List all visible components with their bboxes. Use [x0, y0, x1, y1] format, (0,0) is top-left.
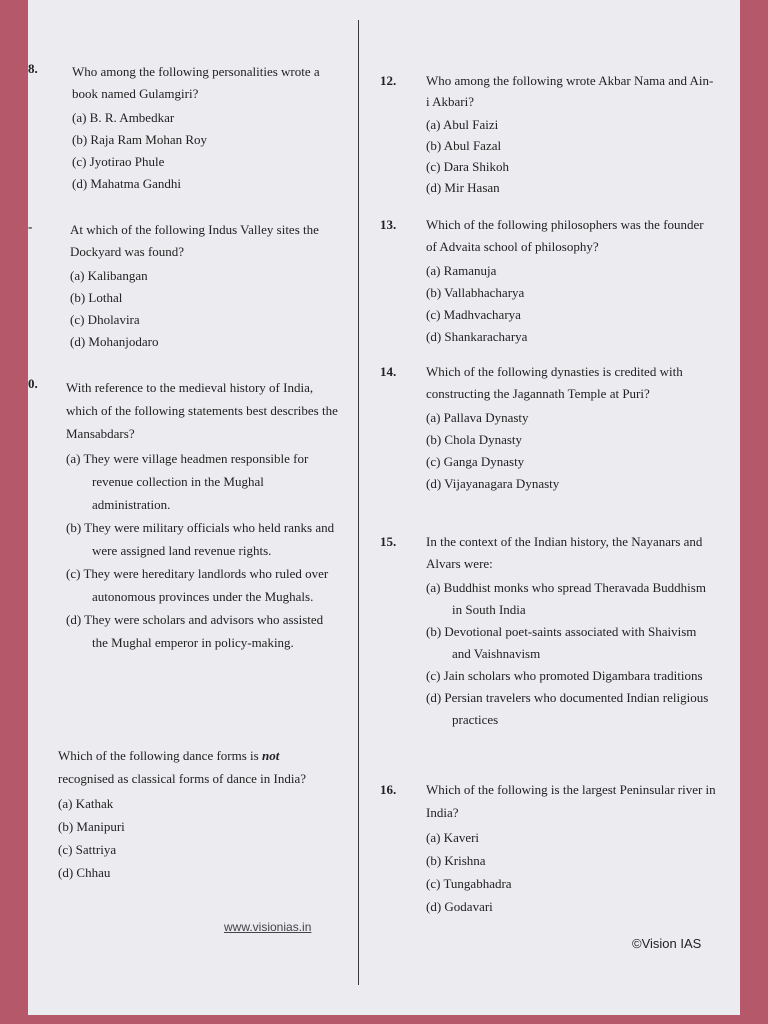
- option-b: (b) Chola Dynasty: [426, 432, 523, 447]
- question-number: -: [28, 219, 33, 234]
- option-d: (d) Mohanjodaro: [70, 334, 159, 349]
- option-c: (c) They were hereditary landlords who ruled over autonomous provinces under the Mughals.: [66, 566, 329, 604]
- question-10: [66, 376, 338, 654]
- question-14: [380, 361, 716, 495]
- stem-text: recognised as classical forms of dance in India?: [58, 771, 306, 786]
- option-a: (a) Buddhist monks who spread Theravada Buddhism in South India: [426, 580, 706, 617]
- question-stem: At which of the following Indus Valley sites the Dockyard was found?: [70, 222, 319, 259]
- option-b: (b) Raja Ram Mohan Roy: [72, 132, 208, 147]
- question-9: [70, 219, 338, 353]
- footer-url-link[interactable]: www.visionias.in: [224, 920, 312, 934]
- question-number: 15.: [380, 534, 397, 549]
- option-c: (c) Jyotirao Phule: [72, 154, 165, 169]
- question-stem: Who among the following personalities wrote a book named Gulamgiri?: [72, 64, 320, 101]
- option-c: (c) Jain scholars who promoted Digambara traditions: [426, 668, 703, 683]
- question-16: [380, 778, 716, 918]
- option-c: (c) Madhvacharya: [426, 307, 521, 322]
- question-stem: Which of the following dynasties is credited with constructing the Jagannath Temple at Puri?: [426, 364, 683, 401]
- question-stem: [58, 744, 338, 790]
- question-stem: In the context of the Indian history, the Nayanars and Alvars were:: [426, 534, 703, 571]
- option-a: (a) Pallava Dynasty: [426, 410, 529, 425]
- question-number: 0.: [28, 376, 38, 391]
- question-number: 8.: [28, 61, 38, 76]
- option-d: (d) Chhau: [58, 865, 111, 880]
- exam-page: [28, 0, 740, 1015]
- option-a: (a) B. R. Ambedkar: [72, 110, 175, 125]
- option-b: (b) Devotional poet-saints associated with Shaivism and Vaishnavism: [426, 624, 697, 661]
- option-d: (d) Persian travelers who documented Indian religious practices: [426, 690, 709, 727]
- question-stem: Which of the following is the largest Peninsular river in India?: [426, 782, 716, 820]
- option-c: (c) Ganga Dynasty: [426, 454, 525, 469]
- option-c: (c) Dara Shikoh: [426, 159, 510, 174]
- question-number: 14.: [380, 364, 397, 379]
- option-d: (d) Mir Hasan: [426, 180, 500, 195]
- question-number: 12.: [380, 73, 397, 88]
- option-b: (b) Vallabhacharya: [426, 285, 525, 300]
- question-stem: Which of the following philosophers was the founder of Advaita school of philosophy?: [426, 217, 704, 254]
- option-b: (b) Abul Fazal: [426, 138, 502, 153]
- stem-emphasis: not: [261, 748, 280, 763]
- option-d: (d) They were scholars and advisors who assisted the Mughal emperor in policy-making.: [66, 612, 324, 650]
- question-stem: Who among the following wrote Akbar Nama and Ain-i Akbari?: [426, 73, 714, 109]
- stem-text: Which of the following dance forms is: [58, 748, 262, 763]
- option-a: (a) Ramanuja: [426, 263, 497, 278]
- question-number: 13.: [380, 217, 397, 232]
- question-12: [380, 70, 716, 198]
- question-11: [58, 744, 338, 884]
- question-15: [380, 531, 716, 731]
- option-d: (d) Vijayanagara Dynasty: [426, 476, 560, 491]
- column-divider: [358, 20, 359, 985]
- question-stem: With reference to the medieval history of India, which of the following statements best describes the Mansabdars?: [66, 380, 338, 441]
- option-d: (d) Mahatma Gandhi: [72, 176, 182, 191]
- question-13: [380, 214, 716, 348]
- option-c: (c) Tungabhadra: [426, 876, 512, 891]
- option-b: (b) They were military officials who held ranks and were assigned land revenue rights.: [66, 520, 335, 558]
- option-d: (d) Godavari: [426, 899, 493, 914]
- option-c: (c) Sattriya: [58, 842, 117, 857]
- option-a: (a) Kalibangan: [70, 268, 148, 283]
- footer-brand: ©Vision IAS: [632, 936, 702, 951]
- option-b: (b) Manipuri: [58, 819, 125, 834]
- option-b: (b) Krishna: [426, 853, 486, 868]
- option-c: (c) Dholavira: [70, 312, 140, 327]
- option-a: (a) Kathak: [58, 796, 114, 811]
- option-a: (a) Kaveri: [426, 830, 480, 845]
- option-d: (d) Shankaracharya: [426, 329, 528, 344]
- question-8: [72, 61, 338, 195]
- option-a: (a) Abul Faizi: [426, 117, 499, 132]
- option-b: (b) Lothal: [70, 290, 123, 305]
- question-number: 16.: [380, 782, 397, 797]
- option-a: (a) They were village headmen responsible for revenue collection in the Mughal administration.: [66, 451, 309, 512]
